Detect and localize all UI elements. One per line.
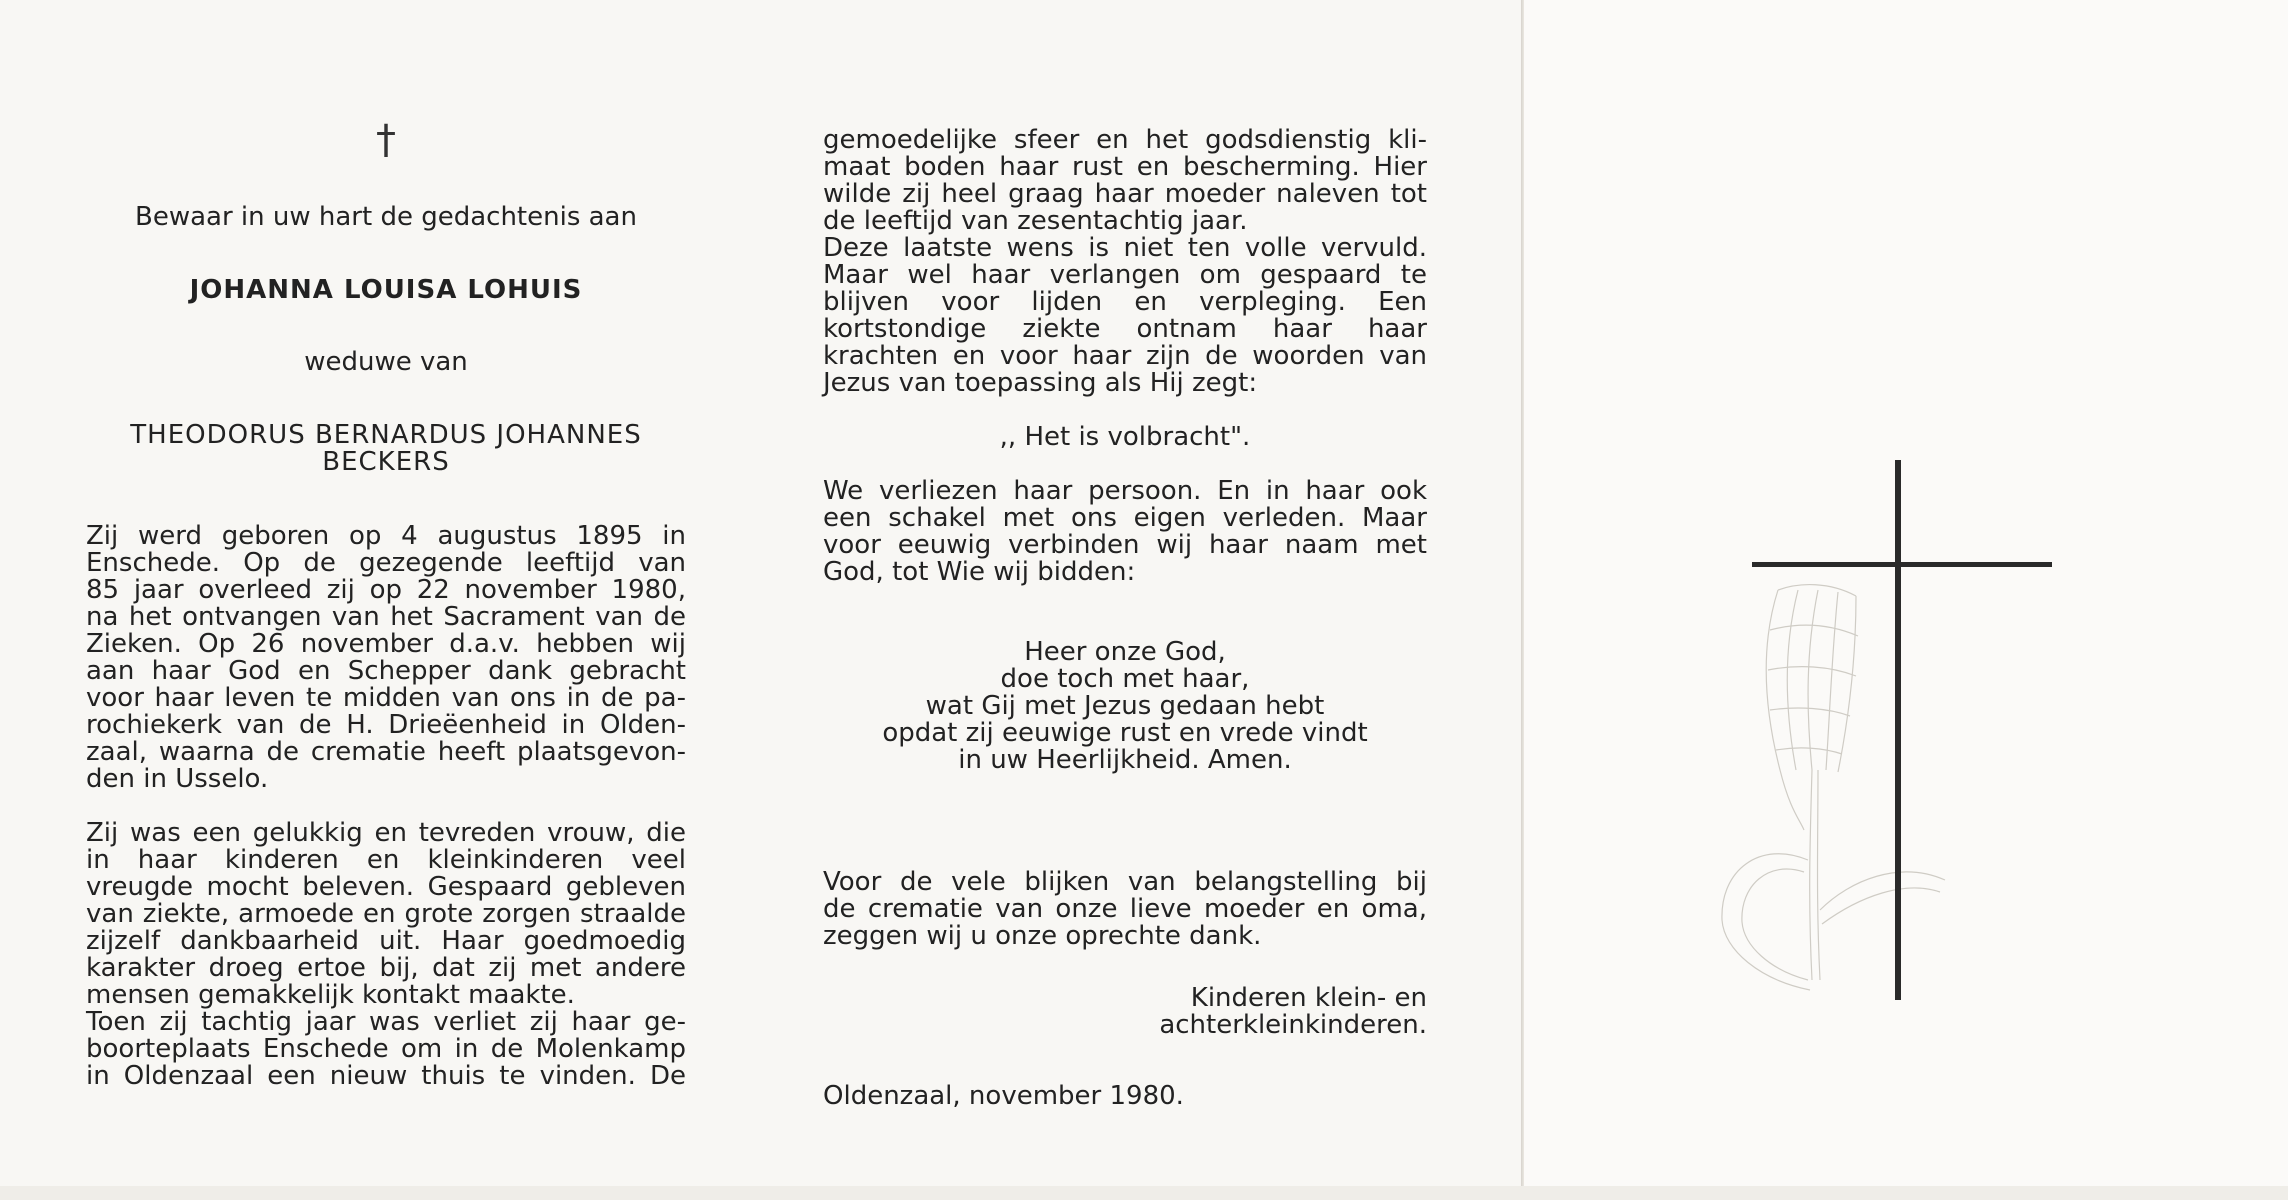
text-line: kortstondige ziekte ontnam haar haar — [823, 314, 1427, 344]
text-line: den in Usselo. — [86, 764, 269, 794]
widow-of-line: weduwe van — [304, 347, 468, 377]
cross-icon — [1752, 460, 2052, 1000]
scan-edge — [0, 1186, 2288, 1200]
text-line: Jezus van toepassing als Hij zegt: — [823, 368, 1258, 398]
signature-line-1: Kinderen klein- en — [1190, 983, 1427, 1013]
text-line: in haar kinderen en kleinkinderen veel — [86, 845, 686, 875]
dagger-icon: † — [376, 117, 396, 163]
text-line: een schakel met ons eigen verleden. Maar — [823, 503, 1427, 533]
text-line: boorteplaats Enschede om in de Molenkamp — [86, 1034, 686, 1064]
biography-paragraph-2 — [86, 820, 686, 1090]
signature — [823, 985, 1427, 1039]
prayer-line: doe toch met haar, — [1000, 664, 1250, 694]
text-line: karakter droeg ertoe bij, dat zij met andere — [86, 953, 686, 983]
husband-name-line-1: THEODORUS BERNARDUS JOHANNES — [130, 420, 642, 450]
text-line: zeggen wij u onze oprechte dank. — [823, 921, 1262, 951]
right-text-column — [823, 127, 1427, 1110]
scripture-quote: ,, Het is volbracht". — [999, 422, 1251, 452]
intro-line: Bewaar in uw hart de gedachtenis aan — [135, 202, 637, 232]
signature-line-2: achterkleinkinderen. — [1159, 1010, 1427, 1040]
text-line: Zieken. Op 26 november d.a.v. hebben wij — [86, 629, 686, 659]
husband-name — [86, 422, 686, 476]
left-text-column — [86, 117, 686, 1091]
text-line: vreugde mocht beleven. Gespaard gebleven — [86, 872, 686, 902]
text-line: in Oldenzaal een nieuw thuis te vinden. De — [86, 1061, 686, 1091]
prayer-line: wat Gij met Jezus gedaan hebt — [925, 691, 1325, 721]
text-line: rochiekerk van de H. Drieëenheid in Olden- — [86, 710, 686, 740]
text-line: Deze laatste wens is niet ten volle vervuld. — [823, 233, 1427, 263]
wheat-ear-icon — [1722, 585, 1945, 990]
text-line: mensen gemakkelijk kontakt maakte. — [86, 980, 575, 1010]
remembrance-paragraph — [823, 478, 1427, 586]
text-line: God, tot Wie wij bidden: — [823, 557, 1136, 587]
text-line: de crematie van onze lieve moeder en oma, — [823, 894, 1427, 924]
text-line: blijven voor lijden en verpleging. Een — [823, 287, 1427, 317]
biography-paragraph-1 — [86, 523, 686, 793]
biography-paragraph-3 — [823, 127, 1427, 397]
cross-with-wheat-icon — [1700, 440, 2070, 1020]
text-line: Enschede. Op de gezegende leeftijd van — [86, 548, 686, 578]
text-line: zijzelf dankbaarheid uit. Haar goedmoedig — [86, 926, 686, 956]
prayer — [823, 639, 1427, 774]
prayer-line: opdat zij eeuwige rust en vrede vindt — [882, 718, 1368, 748]
text-line: van ziekte, armoede en grote zorgen straalde — [86, 899, 686, 929]
text-line: We verliezen haar persoon. En in haar ook — [823, 476, 1427, 506]
text-line: Zij was een gelukkig en tevreden vrouw, die — [86, 818, 686, 848]
text-line: zaal, waarna de crematie heeft plaatsgevon- — [86, 737, 686, 767]
text-line: de leeftijd van zesentachtig jaar. — [823, 206, 1248, 236]
text-line: voor haar leven te midden van ons in de pa- — [86, 683, 686, 713]
husband-name-line-2: BECKERS — [322, 447, 450, 477]
text-line: krachten en voor haar zijn de woorden van — [823, 341, 1427, 371]
place-date: Oldenzaal, november 1980. — [823, 1081, 1184, 1111]
text-line: maat boden haar rust en bescherming. Hier — [823, 152, 1427, 182]
text-line: na het ontvangen van het Sacrament van de — [86, 602, 686, 632]
text-line: Toen zij tachtig jaar was verliet zij haar ge- — [86, 1007, 686, 1037]
text-line: Maar wel haar verlangen om gespaard te — [823, 260, 1427, 290]
text-line: Voor de vele blijken van belangstelling bij — [823, 867, 1427, 897]
text-line: aan haar God en Schepper dank gebracht — [86, 656, 686, 686]
text-line: gemoedelijke sfeer en het godsdienstig kli- — [823, 125, 1427, 155]
thanks-paragraph — [823, 869, 1427, 950]
prayer-line: Heer onze God, — [1024, 637, 1226, 667]
deceased-name: JOHANNA LOUISA LOHUIS — [189, 275, 583, 305]
text-line: voor eeuwig verbinden wij haar naam met — [823, 530, 1427, 560]
text-line: Zij werd geboren op 4 augustus 1895 in — [86, 521, 686, 551]
prayer-line: in uw Heerlijkheid. Amen. — [958, 745, 1292, 775]
text-line: 85 jaar overleed zij op 22 november 1980, — [86, 575, 686, 605]
text-line: wilde zij heel graag haar moeder naleven tot — [823, 179, 1427, 209]
